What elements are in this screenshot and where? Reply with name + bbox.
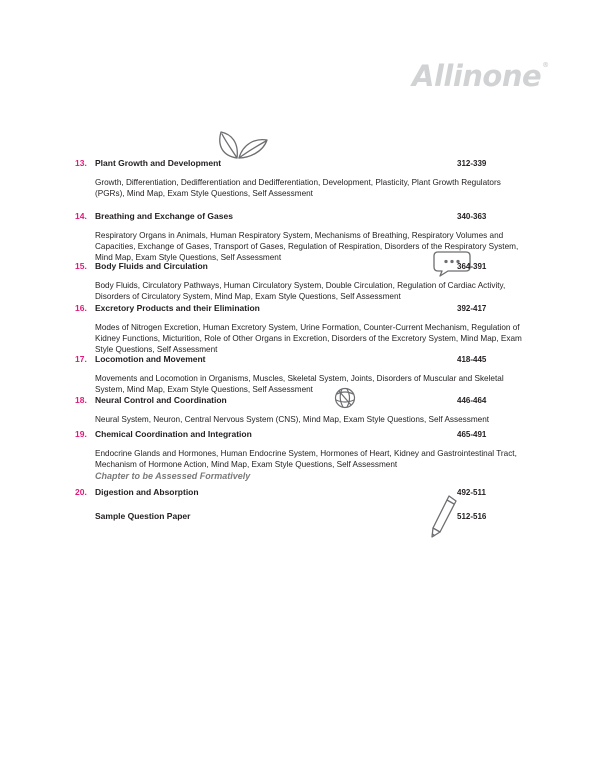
chapter-description: Respiratory Organs in Animals, Human Respiratory System, Mechanisms of Breathing, Respiratory Volumes and Capacities, Exchange of Gases, Transport of Gases, Regulation of Respiration, Disorders of the Respiratory System, Mind Map, Exam Style Questions, Self Assessment [95, 231, 519, 262]
toc-entry-20[interactable] [75, 487, 525, 511]
chapter-number: 19. [75, 429, 87, 439]
chapter-title: Chemical Coordination and Integration [95, 429, 252, 439]
chapter-description: Movements and Locomotion in Organisms, Muscles, Skeletal System, Joints, Disorders of Muscular and Skeletal System, Mind Map, Exam Style Questions, Self Assessment [95, 374, 504, 394]
chapter-pages: 418-445 [457, 355, 487, 364]
chapter-title: Body Fluids and Circulation [95, 261, 208, 271]
entry-head [75, 395, 525, 409]
toc-entry-13[interactable] [75, 158, 525, 211]
chapter-title: Plant Growth and Development [95, 158, 222, 168]
chapter-description: Endocrine Glands and Hormones, Human Endocrine System, Hormones of Heart, Kidney and Gastrointestinal Tract, Mechanism of Hormone Action, Mind Map, Exam Style Questions, Self Assessment [95, 449, 517, 469]
chapter-title: Breathing and Exchange of Gases [95, 211, 233, 221]
chapter-description: Neural System, Neuron, Central Nervous System (CNS), Mind Map, Exam Style Questions, Self Assessment [95, 415, 490, 424]
chapter-number: 13. [75, 158, 87, 168]
chapter-title: Excretory Products and their Elimination [95, 303, 260, 313]
brand-logo [412, 59, 549, 93]
chapter-description: Modes of Nitrogen Excretion, Human Excretory System, Urine Formation, Counter-Current Mechanism, Regulation of Kidney Functions, Micturition, Role of Other Organs in Excretion, Disorders of the Excretory System, Mind Map, Exam Style Questions, Self Assessment [95, 323, 522, 354]
chapter-title: Digestion and Absorption [95, 487, 199, 497]
table-of-contents [75, 158, 525, 527]
formative-heading: Chapter to be Assessed Formatively [95, 471, 251, 481]
logo-text-1: All [412, 59, 453, 93]
toc-entry-17[interactable] [75, 354, 525, 395]
chapter-number: 20. [75, 487, 87, 497]
entry-head [75, 303, 525, 317]
logo-registered-mark: ® [542, 61, 549, 69]
entry-head [75, 158, 525, 172]
entry-head [75, 429, 525, 443]
chapter-pages: 312-339 [457, 159, 487, 168]
entry-head [75, 261, 525, 275]
toc-entry-18[interactable] [75, 395, 525, 429]
chapter-pages: 392-417 [457, 304, 487, 313]
entry-head [75, 511, 525, 525]
entry-head [75, 211, 525, 225]
chapter-number: 14. [75, 211, 87, 221]
chapter-title: Locomotion and Movement [95, 354, 206, 364]
sample-paper-title: Sample Question Paper [95, 511, 191, 521]
toc-entry-sample-paper[interactable] [75, 511, 525, 527]
logo-text-3: one [482, 59, 542, 93]
logo-text-2: in [452, 59, 483, 93]
chapter-pages: 492-511 [457, 488, 486, 497]
chapter-pages: 446-464 [457, 396, 487, 405]
chapter-number: 15. [75, 261, 87, 271]
chapter-pages: 465-491 [457, 430, 487, 439]
entry-head [75, 354, 525, 368]
chapter-description: Body Fluids, Circulatory Pathways, Human Circulatory System, Double Circulation, Regulation of Cardiac Activity, Disorders of Circulatory System, Mind Map, Exam Style Questions, Self Assessment [95, 281, 506, 301]
chapter-title: Neural Control and Coordination [95, 395, 227, 405]
leaves-icon [215, 128, 271, 160]
chapter-description: Growth, Differentiation, Dedifferentiation and Dedifferentiation, Development, Plasticity, Plant Growth Regulators (PGRs), Mind Map, Exam Style Questions, Self Assessment [95, 178, 501, 198]
chapter-number: 16. [75, 303, 87, 313]
entry-head [75, 487, 525, 501]
toc-entry-14[interactable] [75, 211, 525, 261]
chapter-pages: 340-363 [457, 212, 487, 221]
toc-entry-19[interactable] [75, 429, 525, 471]
chapter-number: 18. [75, 395, 87, 405]
toc-entry-15[interactable] [75, 261, 525, 303]
toc-entry-16[interactable] [75, 303, 525, 354]
sample-paper-pages: 512-516 [457, 512, 487, 521]
chapter-number: 17. [75, 354, 87, 364]
chapter-pages: 364-391 [457, 262, 487, 271]
